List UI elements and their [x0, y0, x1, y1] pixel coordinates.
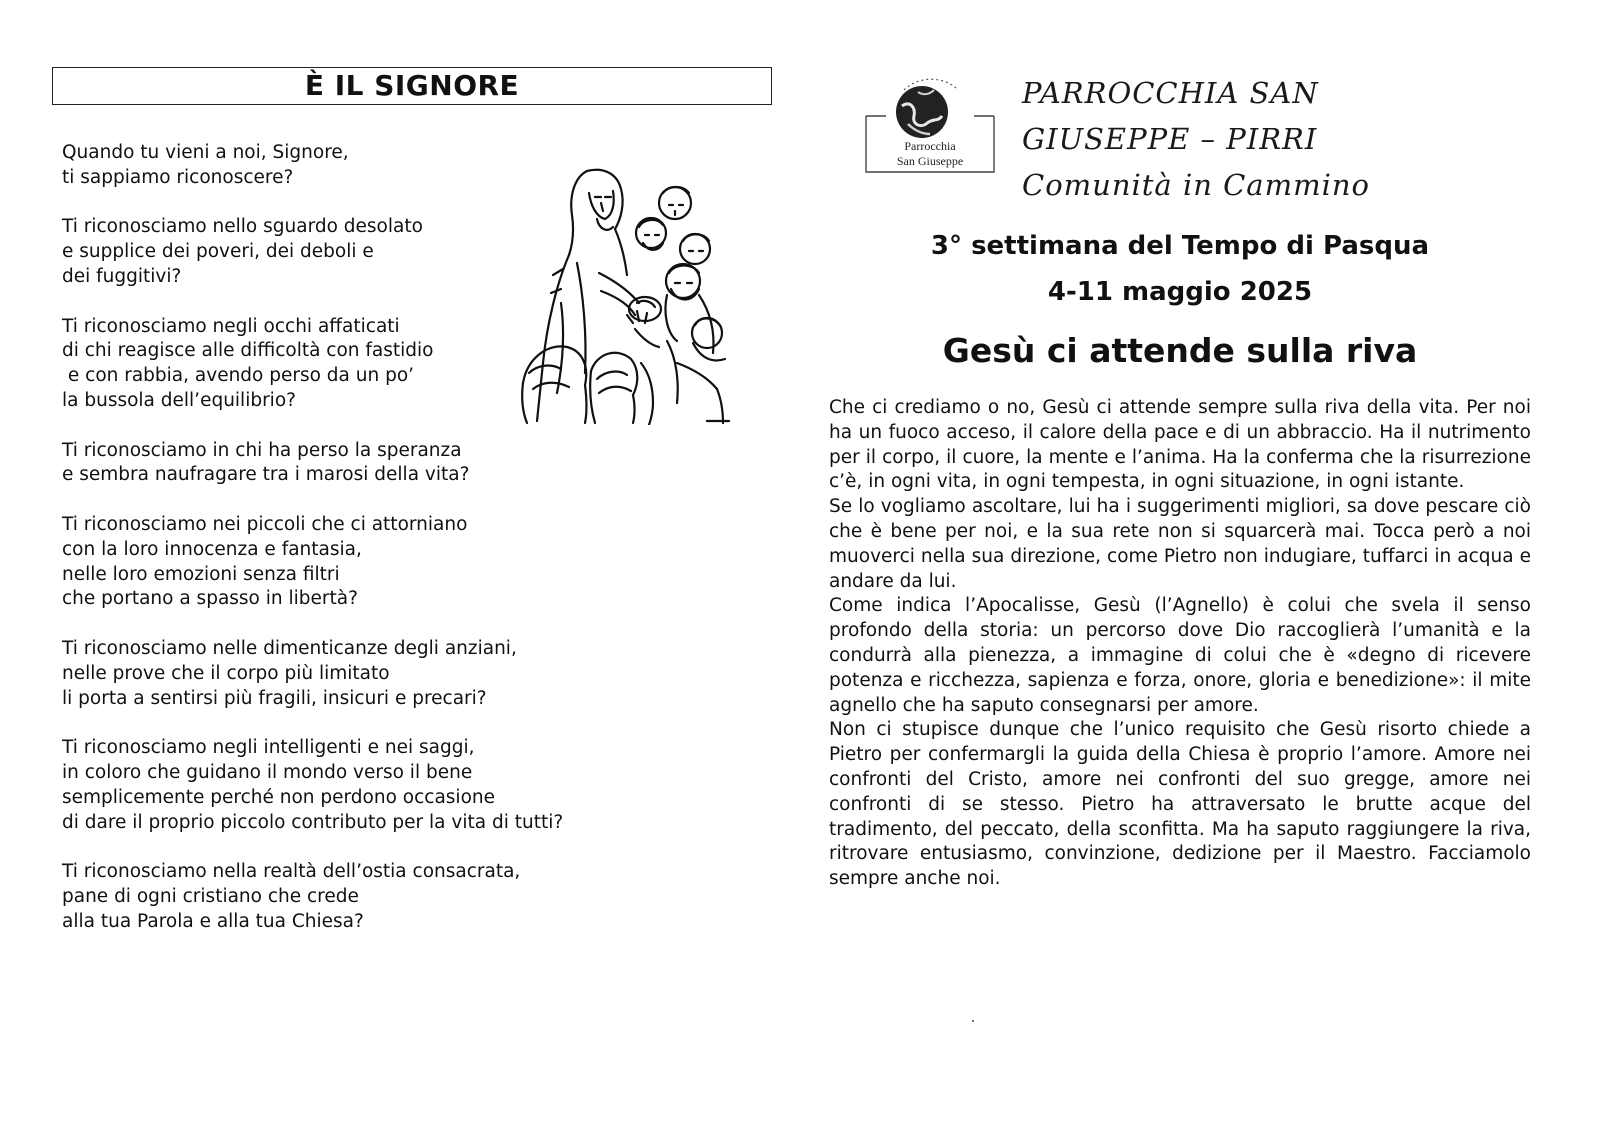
parish-heading [1022, 70, 1370, 208]
poem-line: e con rabbia, avendo perso da un po’ [62, 365, 415, 387]
article-headline: Gesù ci attende sulla riva [942, 331, 1418, 370]
poem-line: Ti riconosciamo nelle dimenticanze degli anziani, [62, 637, 517, 659]
poem-line: nelle prove che il corpo più limitato [62, 662, 390, 684]
poem-line: in coloro che guidano il mondo verso il bene [62, 761, 473, 783]
article-paragraph: Come indica l’Apocalisse, Gesù (l’Agnello) è colui che svela il senso profondo della storia: un percorso dove Dio raccoglierà l’umanità e la condurrà alla pienezza, a immagine di colui che è «degno di ricevere potenza e ricchezza, sapienza e forza, onore, gloria e benedizione»: il mite agnello che ha saputo consegnarsi per amore. [829, 595, 1531, 716]
poem-stanza [62, 637, 662, 711]
poem-line: e supplice dei poveri, dei deboli e [62, 241, 374, 263]
poem-stanza [62, 860, 662, 934]
poem-line: Ti riconosciamo negli intelligenti e nei saggi, [62, 737, 475, 759]
article-paragraph: Se lo vogliamo ascoltare, lui ha i suggerimenti migliori, sa dove pescare ciò che è bene per noi, e la sua rete non si squarcerà mai. Tocca però a noi muoverci nella sua direzione, come Pietro non indugiare, tuffarci in acqua e andare da lui. [829, 496, 1531, 592]
poem-line: la bussola dell’equilibrio? [62, 389, 296, 411]
poem-line: alla tua Parola e alla tua Chiesa? [62, 910, 364, 932]
week-dates: 4-11 maggio 2025 [1047, 277, 1313, 307]
jesus-disciples-illustration [517, 163, 731, 425]
poem-line: e sembra naufragare tra i marosi della vita? [62, 464, 470, 486]
article-body [829, 396, 1531, 892]
poem-line: di dare il proprio piccolo contributo per la vita di tutti? [62, 811, 564, 833]
poem-line: Ti riconosciamo nella realtà dell’ostia consacrata, [62, 861, 521, 883]
poem-line: Ti riconosciamo nello sguardo desolato [62, 216, 423, 238]
poem-line: Quando tu vieni a noi, Signore, [62, 142, 349, 163]
parish-name-line2: GIUSEPPE – PIRRI [1022, 122, 1318, 156]
poem-line: nelle loro emozioni senza filtri [62, 563, 340, 585]
stray-dot [972, 1020, 974, 1022]
page-title-box [52, 67, 772, 105]
logo-text-line2: San Giuseppe [896, 154, 964, 168]
parish-motto: Comunità in Cammino [1022, 168, 1370, 202]
poem-stanza [62, 439, 662, 489]
week-title: 3° settimana del Tempo di Pasqua [930, 231, 1430, 261]
poem-line: Ti riconosciamo nei piccoli che ci attorniano [62, 513, 468, 535]
poem-line: Ti riconosciamo negli occhi affaticati [62, 315, 400, 337]
logo-text-line1: Parrocchia [904, 139, 956, 153]
page-title: È IL SIGNORE [304, 69, 520, 102]
poem-line: semplicemente perché non perdono occasione [62, 786, 495, 808]
article-paragraph: Che ci crediamo o no, Gesù ci attende sempre sulla riva della vita. Per noi ha un fuoco acceso, il calore della pace e di un abbraccio. Ha il nutrimento per il corpo, il cuore, la mente e l’anima. Ha la conferma che la risurrezione c’è, in ogni vita, in ogni tempesta, in ogni situazione, in ogni istante. [829, 397, 1531, 493]
poem-line: pane di ogni cristiano che crede [62, 885, 359, 907]
poem-line: li porta a sentirsi più fragili, insicuri e precari? [62, 687, 487, 709]
poem-stanza [62, 513, 662, 612]
poem-line: dei fuggitivi? [62, 265, 182, 287]
poem-line: di chi reagisce alle difficoltà con fastidio [62, 340, 434, 362]
poem-line: ti sappiamo riconoscere? [62, 166, 294, 188]
poem-line: Ti riconosciamo in chi ha perso la speranza [62, 439, 462, 461]
parish-logo [860, 72, 996, 180]
article-paragraph: Non ci stupisce dunque che l’unico requisito che Gesù risorto chiede a Pietro per confermargli la guida della Chiesa è proprio l’amore. Amore nei confronti del Cristo, amore nei confronti del suo gregge, amore nei confronti di se stesso. Pietro ha attraversato le brutte acque del tradimento, del peccato, della sconfitta. Ma ha saputo raggiungere la riva, ritrovare entusiasmo, convinzione, dedizione per il Maestro. Facciamolo sempre anche noi. [829, 719, 1531, 890]
poem-line: con la loro innocenza e fantasia, [62, 538, 362, 560]
poem-line: che portano a spasso in libertà? [62, 588, 358, 610]
parish-name-line1: PARROCCHIA SAN [1022, 76, 1319, 110]
poem-stanza [62, 736, 662, 835]
